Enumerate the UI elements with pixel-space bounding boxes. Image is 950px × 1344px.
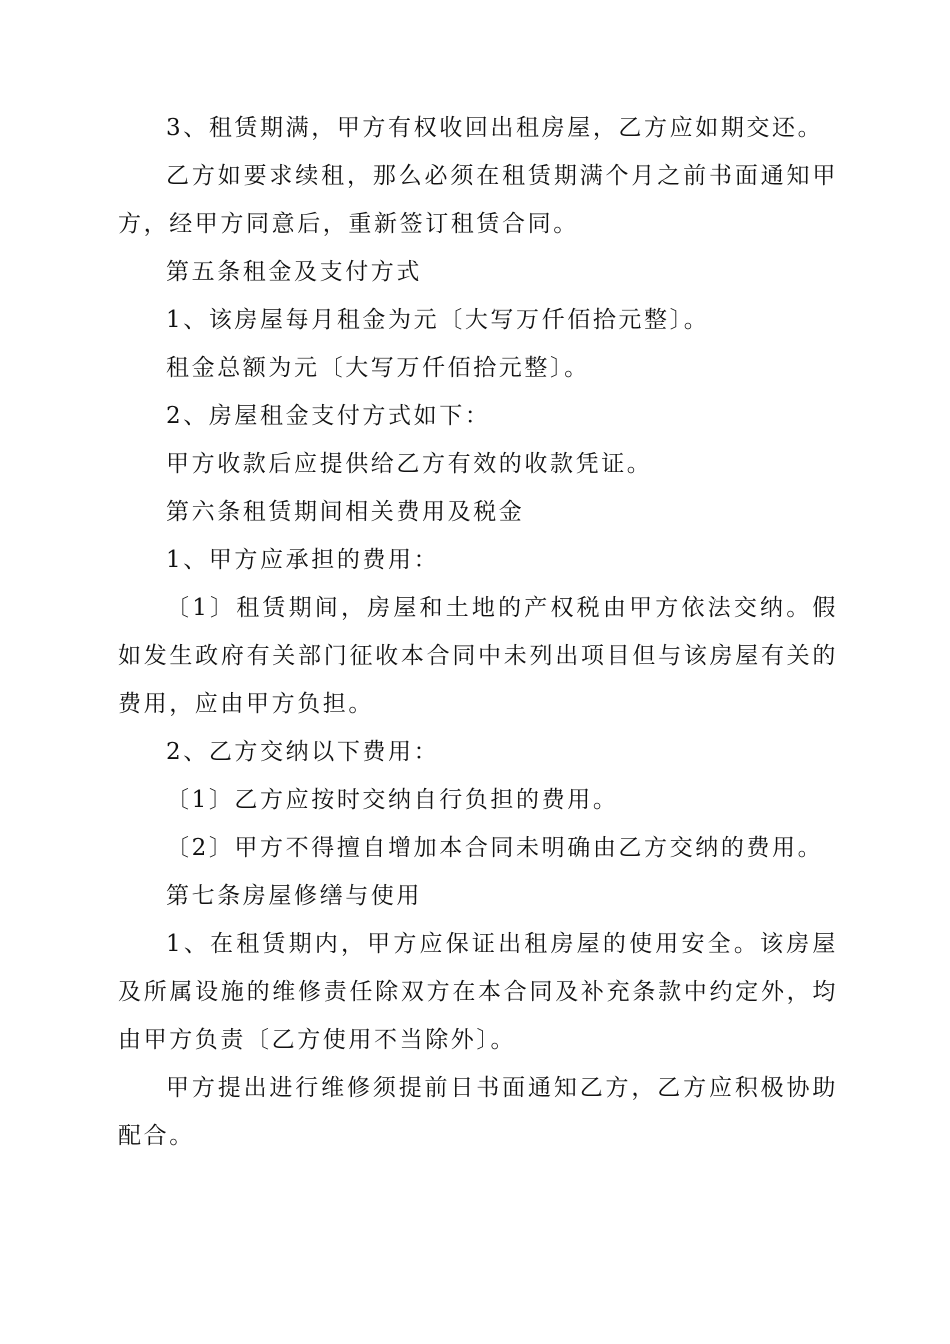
paragraph-repair-responsibility: 1、在租赁期内，甲方应保证出租房屋的使用安全。该房屋及所属设施的维修责任除双方在本合同及补充条款中约定外，均由甲方负责〔乙方使用不当除外〕。	[118, 931, 838, 1053]
paragraph-monthly-rent: 1、该房屋每月租金为元〔大写万仟佰拾元整〕。	[166, 307, 710, 333]
paragraph-party-a-fees: 1、甲方应承担的费用：	[166, 547, 440, 573]
paragraph-party-b-fee-item-1: 〔1〕乙方应按时交纳自行负担的费用。	[166, 787, 619, 813]
paragraph-party-b-fees: 2、乙方交纳以下费用：	[166, 739, 440, 765]
paragraph-party-b-fee-item-2: 〔2〕甲方不得擅自增加本合同未明确由乙方交纳的费用。	[166, 835, 824, 861]
paragraph-receipt: 甲方收款后应提供给乙方有效的收款凭证。	[166, 451, 653, 477]
paragraph-total-rent: 租金总额为元〔大写万仟佰拾元整〕。	[166, 355, 590, 381]
paragraph-renewal-notice: 乙方如要求续租，那么必须在租赁期满个月之前书面通知甲方，经甲方同意后，重新签订租赁合同。	[118, 163, 838, 237]
document-body	[118, 104, 838, 1160]
section-heading-article-7: 第七条房屋修缮与使用	[166, 883, 422, 909]
paragraph-repair-notice: 甲方提出进行维修须提前日书面通知乙方，乙方应积极协助配合。	[118, 1075, 838, 1149]
paragraph-payment-method: 2、房屋租金支付方式如下：	[166, 403, 491, 429]
section-heading-article-5: 第五条租金及支付方式	[166, 259, 422, 285]
paragraph-clause-3-lease-expiry: 3、租赁期满，甲方有权收回出租房屋，乙方应如期交还。	[166, 115, 824, 141]
section-heading-article-6: 第六条租赁期间相关费用及税金	[166, 499, 525, 525]
paragraph-property-tax: 〔1〕租赁期间，房屋和土地的产权税由甲方依法交纳。假如发生政府有关部门征收本合同中未列出项目但与该房屋有关的费用，应由甲方负担。	[118, 595, 838, 717]
